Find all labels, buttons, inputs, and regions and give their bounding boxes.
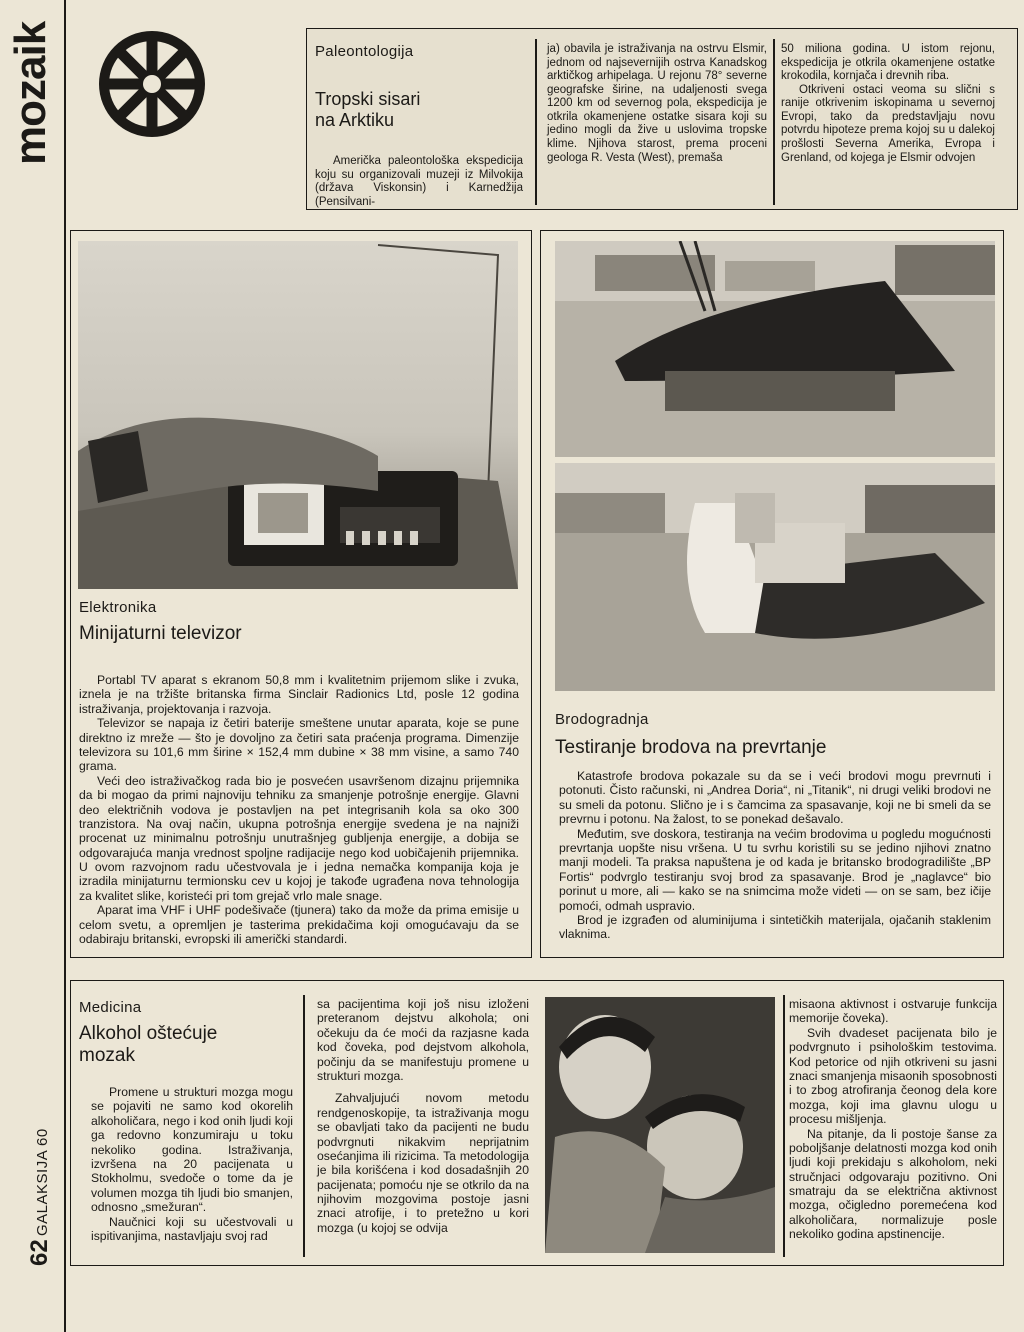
article-column: ja) obavila je istraživanja na ostrvu Elsmir, jednom od najsevernijih ostrva Kanadskog arktičkog arhipelaga. U rejonu 78° severne geografske širine, na udaljenosti svega 1200 km od severnog pola, ekspedicija je otkrila okamenjene ostatke sisara koji su jedino mogli da žive u uslovima tropske klime. Njihova starost, prema proceni geologa R. Vesta (West), premaša [547, 43, 767, 164]
article-column [317, 997, 529, 1235]
section-label: Medicina [79, 999, 142, 1016]
section-label: Elektronika [79, 599, 157, 616]
wheel-logo-icon [96, 28, 208, 140]
title-line: Alkohol oštećuje [79, 1023, 218, 1044]
title-line: mozak [79, 1044, 135, 1066]
article-body [79, 673, 519, 946]
paragraph: Portabl TV aparat s ekranom 50,8 mm i kvalitetnim prijemom slike i zvuka, iznela je na tržište britanska firma Sinclair Radionics Ltd, posle 12 godina istraživanja, projektovanja i razvoja. [79, 673, 519, 716]
paragraph: Zahvaljujući novom metodu rendgenoskopije, ta istraživanja mogu se obavljati tako da pacijenti ne budu podvrgnuti nikakvim neprijatnim osećanjima ili rizicima. Ta metodologija je bila korišćena i kod dosadašnjih 20 pacijenata; pomoću nje se otkrilo da na njihovim mozgovima postoje jasni znaci atrofije, i to pretežno u kori mozga (u kojoj se odvija [317, 1091, 529, 1235]
electronics-article [70, 230, 532, 958]
paragraph: Na pitanje, da li postoje šanse za poboljšanje delatnosti mozga kod onih ljudi koji prekidaju s alkoholom, neki stručnjaci odgovaraju pozitivno. Oni smatraju da se električna aktivnost mozga, očigledno poremećena kod alkoholičara, normalizuje posle nekoliko godina apstinencije. [789, 1126, 997, 1242]
paragraph: Međutim, sve doskora, testiranja na većim brodovima u pogledu mogućnosti prevrtanja uopšte nisu vršena. U tu svrhu koristili su se jedino njihovi znatno manji modeli. Ta praksa napuštena je od kada je britansko brodogradilište „BP Fortis“ podvrglo testiranju svoj brod za spasavanje. Brod je „naglavce“ bio porinut u more, ali — kako se na snimcima može videti — on se sam, bez ičije pomoći, odmah uspravio. [559, 826, 991, 913]
article-column [789, 997, 997, 1242]
boat-illustration-righting [555, 463, 995, 691]
paragraph: Promene u strukturi mozga mogu se pojaviti ne samo kod okorelih alkoholičara, nego i kod onih ljudi koji ga redovno konzumiraju u toku nekoliko godina. Istraživanja, izvršena na 20 pacijenata u Stokholmu, svedoče o tome da je volumen mozga tih ljudi bio smanjen, odnosno „smežuran“. [91, 1085, 293, 1215]
paleontology-article [306, 28, 1018, 210]
paragraph: misaona aktivnost i ostvaruje funkcija memorije čoveka). [789, 997, 997, 1026]
article-title: Testiranje brodova na prevrtanje [555, 737, 827, 758]
article-column: 50 miliona godina. U istom rejonu, ekspedicija je otkrila okamenjene ostatke krokodila, kornjača i drevnih riba. Otkriveni ostaci veoma su slični s ranije otkrivenim iskopinama u severnoj Evropi, tako da predstavljaju novu potvrdu hipoteze prema kojoj su u dalekoj prošlosti Severna Amerika, Evropa i Grenland, od kojega je Elsmir odvojen [781, 43, 995, 164]
paragraph: Brod je izgrađen od aluminijuma i sintetičkih materijala, ojačanih staklenim vlaknima. [559, 912, 991, 942]
article-title [79, 1023, 217, 1067]
patients-photo [545, 997, 775, 1253]
section-label: Paleontologija [315, 43, 414, 60]
shipbuilding-article [540, 230, 1004, 958]
laughing-people-illustration [545, 997, 775, 1253]
article-body [559, 769, 991, 942]
article-column: Američka paleontološka ekspedicija koju su organizovali muzeji iz Milvokija (država Viskonsin) i Karnedžija (Pensilvani- [315, 155, 523, 208]
issue-label: GALAKSIJA 60 [34, 1128, 51, 1236]
tv-illustration [78, 241, 518, 589]
title-line: na Arktiku [315, 109, 395, 130]
magazine-name: mozaik [6, 21, 55, 165]
article-column [91, 1085, 293, 1243]
paragraph: Aparat ima VHF i UHF podešivače (tjunera) tako da može da prima emisije u celom svetu, a opremljen je tasterima prekidačima koji omogućavaju da se odabiraju britanski, evropski ili američki standardi. [79, 903, 519, 947]
paragraph: Katastrofe brodova pokazale su da se i veći brodovi mogu prevrnuti i potonuti. Čisto računski, ni „Andrea Doria“, ni „Titanik“, ni drugi veliki brodovi ne su smeli da potonu. Slično je i s čamcima za spasavanje, koji ne bi smeli da se prevrnu i potonu. Na žalost, to se ponekad dešavalo. [559, 769, 991, 827]
section-label: Brodogradnja [555, 711, 649, 728]
title-line: Tropski sisari [315, 89, 421, 109]
left-margin-rule [64, 0, 66, 1332]
paragraph: Svih dvadeset pacijenata bilo je podvrgnuto i psihološkim testovima. Kod petorice od njih otkriveni su jasni znaci smanjenja misaonih sposobnosti i to zbog atrofiranja čeonog dela kore mozga, koji ima glavnu ulogu u procesu mišljenja. [789, 1025, 997, 1127]
boat-illustration-upside-down [555, 241, 995, 457]
righting-boat-photo [555, 463, 995, 691]
article-title [315, 89, 420, 130]
medicine-article [70, 980, 1004, 1266]
paragraph: Televizor se napaja iz četiri baterije smeštene unutar aparata, koje se pune direktno iz mreže — što je dovoljno za četiri sata praćenja programa. Dimenzije televizora su 101,6 mm širine × 152,4 mm dubine × 38 mm visine, a samo 740 grama. [79, 716, 519, 774]
paragraph: sa pacijentima koji još nisu izloženi preteranom dejstvu alkohola; oni očekuju da će moći da razjasne kada kod čoveka, pod dejstvom alkohola, počinju da se manifestuju promene u strukturi mozga. [317, 997, 529, 1083]
mini-tv-photo [78, 241, 518, 589]
paragraph: Veći deo istraživačkog rada bio je posvećen usavršenom dizajnu prijemnika da bi mogao da primi najnoviju tehniku za smanjenje potrošnje energije. Glavni deo električnih vodova je postavljen na pet integrisanih kola sa oko 300 tranzistora. Na ovaj način, ukupna potrošnja energije svedena je na najniži procenat uz minimalnu potrošnju unutrašnjeg gubljenja energije, a dobija se odgovarajuća manja vrednost spoljne radijacije nego kod uobičajenih prijemnika. U ovom razvojnom radu učestvovala je i jedna nemačka kompanija koja je izradila minijaturnu termionsku cev u kojoj je takođe ugrađena nova tehnologija za kvalitet slike, koristeći pri tom grejač vrlo male snage. [79, 773, 519, 903]
page-number: 62 [26, 1239, 53, 1266]
capsized-boat-photo [555, 241, 995, 457]
paragraph: Naučnici koji su učestvovali u ispitivanjima, nastavljaju svoj rad [91, 1214, 293, 1243]
article-title: Minijaturni televizor [79, 623, 242, 644]
